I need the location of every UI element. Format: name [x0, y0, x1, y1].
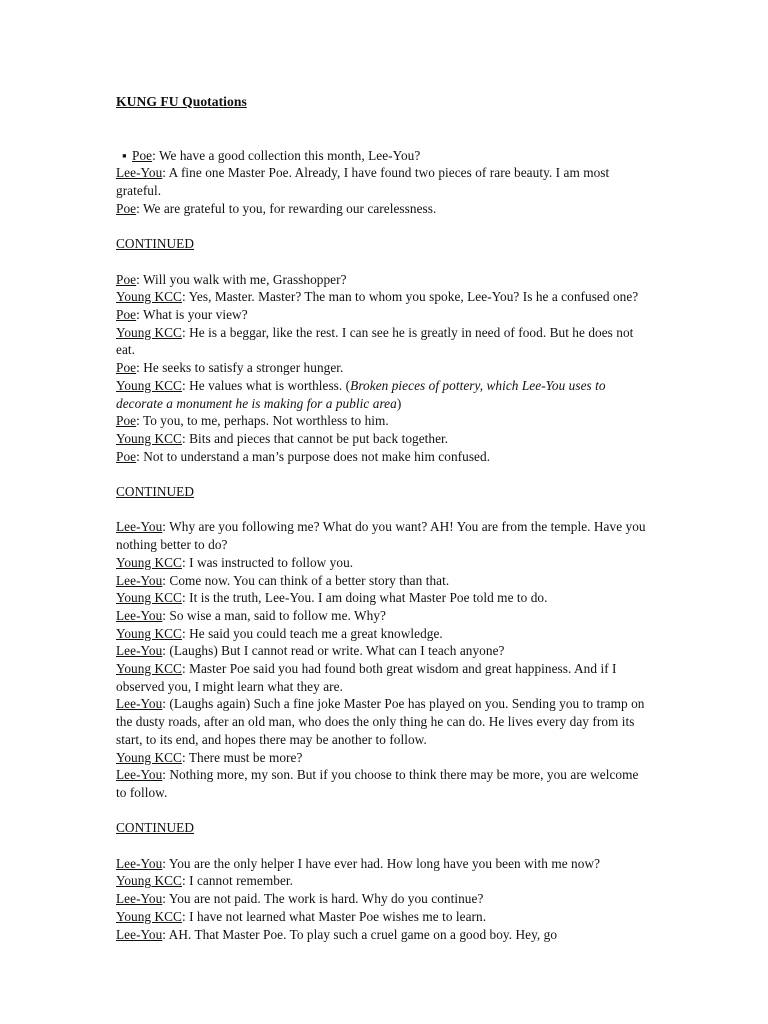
speaker-name: Young KCC — [116, 625, 182, 641]
dialogue-line — [116, 377, 646, 412]
speaker-name: Young KCC — [116, 908, 182, 924]
dialogue-text: : He values what is worthless. ( — [181, 377, 351, 393]
dialogue-text: : Will you walk with me, Grasshopper? — [136, 271, 347, 287]
continued-heading: CONTINUED — [116, 236, 195, 252]
dialogue-text: : Yes, Master. Master? The man to whom you spoke, Lee-You? Is he a confused one? — [181, 289, 639, 305]
dialogue-line — [116, 660, 646, 695]
blank-line — [116, 253, 646, 271]
dialogue-text: : Bits and pieces that cannot be put back together. — [181, 430, 449, 446]
speaker-name: Young KCC — [116, 324, 182, 340]
speaker-name: Lee-You — [116, 165, 163, 181]
speaker-name: Young KCC — [116, 873, 182, 889]
dialogue-line — [116, 890, 646, 908]
dialogue-line — [116, 147, 646, 165]
speaker-name: Lee-You — [116, 891, 163, 907]
dialogue-text: : Nothing more, my son. But if you choose to think there may be more, you are welcome to follow. — [116, 767, 639, 800]
dialogue-line — [116, 518, 646, 553]
speaker-name: Lee-You — [116, 572, 163, 588]
dialogue-line — [116, 306, 646, 324]
dialogue-line — [116, 908, 646, 926]
document-title: KUNG FU Quotations — [116, 94, 247, 109]
speaker-name: Lee-You — [116, 696, 163, 712]
dialogue-line — [116, 412, 646, 430]
blank-line — [116, 837, 646, 855]
dialogue-line — [116, 164, 646, 199]
speaker-name: Poe — [116, 307, 137, 322]
dialogue-text: : I was instructed to follow you. — [181, 554, 354, 570]
blank-line — [116, 218, 646, 236]
continued-heading: CONTINUED — [116, 484, 195, 500]
dialogue-line — [116, 749, 646, 767]
dialogue-text: : Why are you following me? What do you want? AH! You are from the temple. Have you nothing better to do? — [116, 519, 646, 553]
dialogue-text: : He seeks to satisfy a stronger hunger. — [136, 360, 344, 376]
speaker-name: Young KCC — [116, 661, 182, 677]
speaker-name: Lee-You — [116, 926, 163, 942]
dialogue-text: : It is the truth, Lee-You. I am doing what Master Poe told me to do. — [181, 590, 548, 606]
dialogue-text: : (Laughs) But I cannot read or write. What can I teach anyone? — [162, 643, 505, 659]
dialogue-text: : What is your view? — [136, 307, 248, 322]
dialogue-text: : So wise a man, said to follow me. Why? — [162, 607, 386, 623]
dialogue-text-after: ) — [396, 395, 402, 411]
speaker-name: Young KCC — [116, 430, 182, 446]
speaker-name: Poe — [116, 413, 137, 429]
dialogue-line — [116, 695, 646, 748]
speaker-name: Young KCC — [116, 289, 182, 305]
dialogue-text: : We are grateful to you, for rewarding our carelessness. — [136, 200, 437, 216]
dialogue-line — [116, 607, 646, 625]
dialogue-line — [116, 200, 646, 218]
dialogue-text: : (Laughs again) Such a fine joke Master Poe has played on you. Sending you to tramp on the dusty roads, after an old man, who does the only thing he can do. He lives every day from its start, to its end, and hopes there may be another to follow. — [116, 696, 645, 747]
blank-line — [116, 802, 646, 820]
bullet-icon: ▪ — [122, 147, 127, 163]
dialogue-text: : You are not paid. The work is hard. Why do you continue? — [162, 891, 484, 907]
dialogue-line — [116, 359, 646, 377]
speaker-name: Poe — [132, 147, 153, 163]
dialogue-text: : We have a good collection this month, Lee-You? — [152, 147, 421, 163]
document-page — [116, 93, 646, 943]
speaker-name: Poe — [116, 360, 137, 376]
dialogue-line — [116, 430, 646, 448]
dialogue-line — [116, 324, 646, 359]
dialogue-text: : I cannot remember. — [181, 873, 294, 889]
dialogue-text: : There must be more? — [181, 749, 303, 765]
speaker-name: Young KCC — [116, 749, 182, 765]
dialogue-text: : He is a beggar, like the rest. I can see he is greatly in need of food. But he does not eat. — [116, 324, 634, 358]
dialogue-text: : AH. That Master Poe. To play such a cruel game on a good boy. Hey, go — [162, 926, 558, 942]
speaker-name: Lee-You — [116, 519, 163, 535]
speaker-name: Young KCC — [116, 554, 182, 570]
dialogue-line — [116, 926, 646, 944]
dialogue-text: : Master Poe said you had found both great wisdom and great happiness. And if I observed you, I might learn what they are. — [116, 661, 617, 694]
dialogue-line — [116, 589, 646, 607]
dialogue-line — [116, 448, 646, 466]
speaker-name: Young KCC — [116, 590, 182, 606]
dialogue-line — [116, 855, 646, 873]
dialogue-text: : Come now. You can think of a better story than that. — [162, 572, 450, 588]
speaker-name: Lee-You — [116, 855, 163, 871]
dialogue-text: : You are the only helper I have ever had. How long have you been with me now? — [162, 855, 601, 871]
dialogue-line — [116, 872, 646, 890]
document-body — [116, 147, 646, 944]
speaker-name: Poe — [116, 271, 137, 287]
dialogue-text: : To you, to me, perhaps. Not worthless to him. — [136, 413, 389, 429]
dialogue-line — [116, 572, 646, 590]
continued-heading: CONTINUED — [116, 820, 195, 836]
speaker-name: Lee-You — [116, 767, 163, 783]
speaker-name: Poe — [116, 448, 137, 464]
stage-direction: Broken pieces of pottery, which Lee-You uses to decorate a monument he is making for a public area — [116, 377, 606, 411]
dialogue-line — [116, 766, 646, 801]
speaker-name: Poe — [116, 200, 137, 216]
dialogue-line — [116, 625, 646, 643]
speaker-name: Lee-You — [116, 607, 163, 623]
dialogue-line — [116, 554, 646, 572]
dialogue-text: : A fine one Master Poe. Already, I have found two pieces of rare beauty. I am most grateful. — [116, 165, 610, 199]
speaker-name: Young KCC — [116, 377, 182, 393]
dialogue-text: : Not to understand a man’s purpose does not make him confused. — [136, 448, 491, 464]
dialogue-text: : He said you could teach me a great knowledge. — [181, 625, 443, 641]
dialogue-line — [116, 642, 646, 660]
blank-line — [116, 501, 646, 519]
blank-line — [116, 465, 646, 483]
speaker-name: Lee-You — [116, 643, 163, 659]
dialogue-line — [116, 271, 646, 289]
dialogue-line — [116, 288, 646, 306]
dialogue-text: : I have not learned what Master Poe wishes me to learn. — [181, 908, 487, 924]
